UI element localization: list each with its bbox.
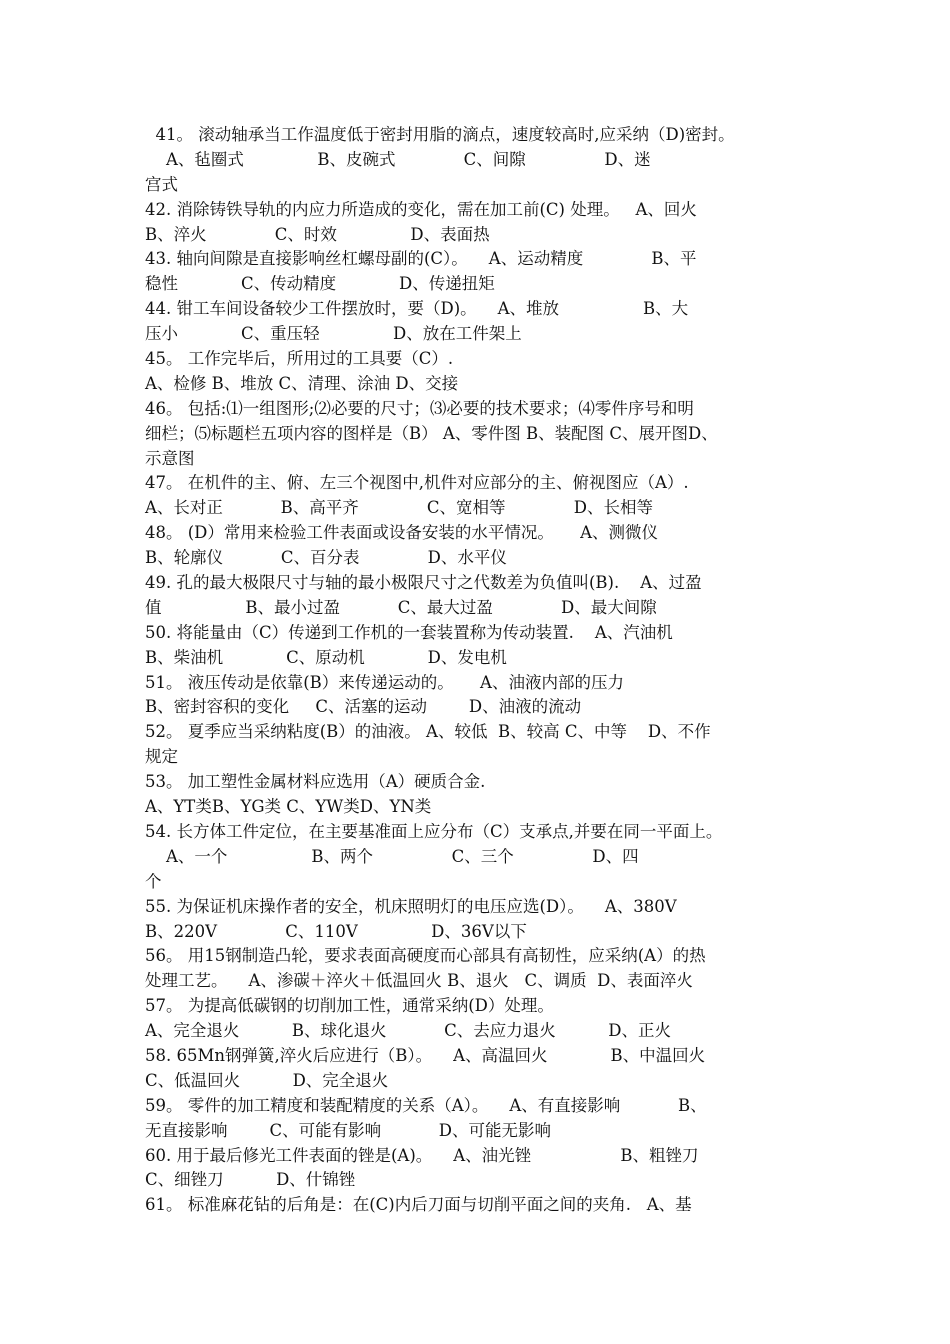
text-line: 41。 滚动轴承当工作温度低于密封用脂的滴点，速度较高时,应采纳（D)密封。 — [145, 125, 735, 144]
text-line: 53。 加工塑性金属材料应选用（A）硬质合金. — [145, 772, 486, 792]
question-text-block — [145, 123, 815, 1218]
text-line: B、轮廓仪 C、百分表 D、水平仪 — [145, 548, 507, 568]
text-line: 50. 将能量由（C）传递到工作机的一套装置称为传动装置. A、汽油机 — [145, 622, 673, 642]
text-line: 48。 (D）常用来检验工件表面或设备安装的水平情况。 A、测微仪 — [145, 523, 659, 543]
text-line: B、220V C、110V D、36V以下 — [145, 921, 527, 941]
text-line: B、密封容积的变化 C、活塞的运动 D、油液的流动 — [145, 697, 582, 717]
text-line: 58. 65Mn钢弹簧,淬火后应进行（B）。 A、高温回火 B、中温回火 — [145, 1045, 706, 1065]
text-line: 59。 零件的加工精度和装配精度的关系（A）。 A、有直接影响 B、 — [145, 1095, 707, 1115]
text-line: 52。 夏季应当采纳粘度(B）的油液。 A、较低 B、较高 C、中等 D、不作 — [145, 722, 711, 742]
text-line: A、长对正 B、高平齐 C、宽相等 D、长相等 — [145, 498, 653, 518]
text-line: A、YT类B、YG类 C、YW类D、YN类 — [145, 797, 432, 817]
text-line: B、柴油机 C、原动机 D、发电机 — [145, 647, 507, 667]
text-line: A、一个 B、两个 C、三个 D、四 — [145, 846, 639, 866]
text-line: 宫式 — [145, 174, 178, 194]
text-line: 47。 在机件的主、俯、左三个视图中,机件对应部分的主、俯视图应（A）. — [145, 473, 689, 493]
text-line: 45。 工作完毕后，所用过的工具要（C）. — [145, 349, 454, 369]
text-line: 43. 轴向间隙是直接影响丝杠螺母副的(C）。 A、运动精度 B、平 — [145, 249, 697, 269]
text-line: A、检修 B、堆放 C、清理、涂油 D、交接 — [145, 373, 459, 393]
text-line: A、完全退火 B、球化退火 C、去应力退火 D、正火 — [145, 1021, 671, 1041]
text-line: C、低温回火 D、完全退火 — [145, 1070, 389, 1090]
text-line: 44. 钳工车间设备较少工件摆放时，要（D)。 A、堆放 B、大 — [145, 299, 689, 319]
text-line: 个 — [145, 871, 162, 891]
text-line: 57。 为提高低碳钢的切削加工性，通常采纳(D）处理。 — [145, 996, 554, 1016]
text-line: B、淬火 C、时效 D、表面热 — [145, 224, 490, 244]
text-line: 处理工艺。 A、渗碳＋淬火＋低温回火 B、退火 C、调质 D、表面淬火 — [145, 971, 693, 991]
text-line: 无直接影响 C、可能有影响 D、可能无影响 — [145, 1120, 552, 1140]
text-line: 压小 C、重压轻 D、放在工件架上 — [145, 324, 522, 344]
text-line: 值 B、最小过盈 C、最大过盈 D、最大间隙 — [145, 597, 657, 617]
text-line: 60. 用于最后修光工件表面的锉是(A)。 A、油光锉 B、粗锉刀 — [145, 1145, 699, 1165]
text-line: 54. 长方体工件定位，在主要基准面上应分布（C）支承点,并要在同一平面上。 — [145, 821, 723, 841]
text-line: 55. 为保证机床操作者的安全，机床照明灯的电压应选(D）。 A、380V — [145, 896, 677, 916]
text-line: C、细锉刀 D、什锦锉 — [145, 1170, 356, 1190]
text-line: 42. 消除铸铁导轨的内应力所造成的变化，需在加工前(C) 处理。 A、回火 — [145, 199, 697, 219]
text-line: 51。 液压传动是依靠(B）来传递运动的。 A、油液内部的压力 — [145, 672, 624, 692]
text-line: 示意图 — [145, 448, 195, 468]
text-line: 49. 孔的最大极限尺寸与轴的最小极限尺寸之代数差为负值叫(B). A、过盈 — [145, 573, 702, 593]
text-line: A、毡圈式 B、皮碗式 C、间隙 D、迷 — [145, 149, 651, 169]
text-line: 规定 — [145, 747, 178, 767]
text-line: 细栏；⑸标题栏五项内容的图样是（B） A、零件图 B、装配图 C、展开图D、 — [145, 423, 718, 443]
text-line: 稳性 C、传动精度 D、传递扭矩 — [145, 274, 495, 294]
text-line: 46。 包括:⑴一组图形;⑵必要的尺寸；⑶必要的技术要求；⑷零件序号和明 — [145, 398, 694, 418]
text-line: 61。 标准麻花钻的后角是：在(C)内后刀面与切削平面之间的夹角. A、基 — [145, 1195, 692, 1215]
text-line: 56。 用15钢制造凸轮，要求表面高硬度而心部具有高韧性，应采纳(A）的热 — [145, 946, 706, 966]
